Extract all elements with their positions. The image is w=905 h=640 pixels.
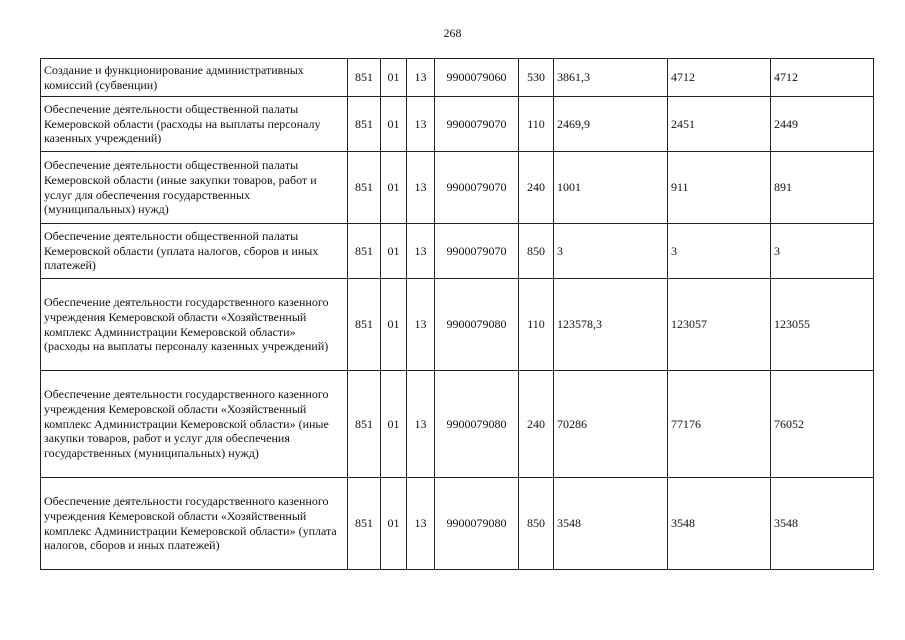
expense-type-code: 240: [519, 371, 554, 478]
subsection-code: 13: [407, 371, 435, 478]
row-description: Обеспечение деятельности государственного казенного учреждения Кемеровской области «Хозяйственный комплекс Администрации Кемеровской области» (расходы на выплаты персоналу казенных учреждений): [41, 279, 348, 371]
ministry-code: 851: [348, 478, 381, 570]
amount-year-1: 3548: [554, 478, 668, 570]
row-description: Обеспечение деятельности общественной палаты Кемеровской области (иные закупки товаров, работ и услуг для обеспечения государственных (муниципальных) нужд): [41, 152, 348, 224]
expense-type-code: 110: [519, 279, 554, 371]
ministry-code: 851: [348, 59, 381, 97]
amount-year-3: 2449: [771, 97, 874, 152]
amount-year-2: 3548: [668, 478, 771, 570]
amount-year-3: 3: [771, 224, 874, 279]
amount-year-2: 77176: [668, 371, 771, 478]
subsection-code: 13: [407, 478, 435, 570]
expense-type-code: 850: [519, 224, 554, 279]
subsection-code: 13: [407, 224, 435, 279]
table-row: [41, 224, 874, 279]
target-article-code: 9900079070: [435, 97, 519, 152]
target-article-code: 9900079080: [435, 279, 519, 371]
expense-type-code: 530: [519, 59, 554, 97]
row-description: Обеспечение деятельности государственного казенного учреждения Кемеровской области «Хозяйственный комплекс Администрации Кемеровской области» (иные закупки товаров, работ и услуг для обеспечения государственных (муниципальных) нужд): [41, 371, 348, 478]
target-article-code: 9900079080: [435, 478, 519, 570]
table-row: [41, 279, 874, 371]
budget-table-body: [41, 59, 874, 570]
target-article-code: 9900079060: [435, 59, 519, 97]
amount-year-1: 3: [554, 224, 668, 279]
subsection-code: 13: [407, 59, 435, 97]
amount-year-3: 4712: [771, 59, 874, 97]
section-code: 01: [381, 97, 407, 152]
amount-year-2: 2451: [668, 97, 771, 152]
expense-type-code: 110: [519, 97, 554, 152]
target-article-code: 9900079070: [435, 152, 519, 224]
ministry-code: 851: [348, 279, 381, 371]
table-row: [41, 97, 874, 152]
amount-year-1: 1001: [554, 152, 668, 224]
page-number: 268: [443, 26, 462, 40]
expense-type-code: 850: [519, 478, 554, 570]
subsection-code: 13: [407, 279, 435, 371]
subsection-code: 13: [407, 97, 435, 152]
target-article-code: 9900079080: [435, 371, 519, 478]
section-code: 01: [381, 371, 407, 478]
row-description: Создание и функционирование административных комиссий (субвенции): [41, 59, 348, 97]
target-article-code: 9900079070: [435, 224, 519, 279]
row-description: Обеспечение деятельности общественной палаты Кемеровской области (расходы на выплаты персоналу казенных учреждений): [41, 97, 348, 152]
amount-year-2: 3: [668, 224, 771, 279]
table-row: [41, 152, 874, 224]
amount-year-3: 123055: [771, 279, 874, 371]
row-description: Обеспечение деятельности государственного казенного учреждения Кемеровской области «Хозяйственный комплекс Администрации Кемеровской области» (уплата налогов, сборов и иных платежей): [41, 478, 348, 570]
ministry-code: 851: [348, 152, 381, 224]
budget-table: [40, 58, 874, 570]
amount-year-1: 70286: [554, 371, 668, 478]
section-code: 01: [381, 59, 407, 97]
subsection-code: 13: [407, 152, 435, 224]
amount-year-3: 3548: [771, 478, 874, 570]
section-code: 01: [381, 478, 407, 570]
section-code: 01: [381, 224, 407, 279]
row-description: Обеспечение деятельности общественной палаты Кемеровской области (уплата налогов, сборов и иных платежей): [41, 224, 348, 279]
amount-year-2: 123057: [668, 279, 771, 371]
amount-year-2: 4712: [668, 59, 771, 97]
section-code: 01: [381, 152, 407, 224]
amount-year-1: 3861,3: [554, 59, 668, 97]
table-row: [41, 478, 874, 570]
table-row: [41, 371, 874, 478]
table-row: [41, 59, 874, 97]
ministry-code: 851: [348, 224, 381, 279]
amount-year-1: 2469,9: [554, 97, 668, 152]
amount-year-2: 911: [668, 152, 771, 224]
amount-year-3: 76052: [771, 371, 874, 478]
section-code: 01: [381, 279, 407, 371]
amount-year-3: 891: [771, 152, 874, 224]
ministry-code: 851: [348, 371, 381, 478]
expense-type-code: 240: [519, 152, 554, 224]
amount-year-1: 123578,3: [554, 279, 668, 371]
ministry-code: 851: [348, 97, 381, 152]
